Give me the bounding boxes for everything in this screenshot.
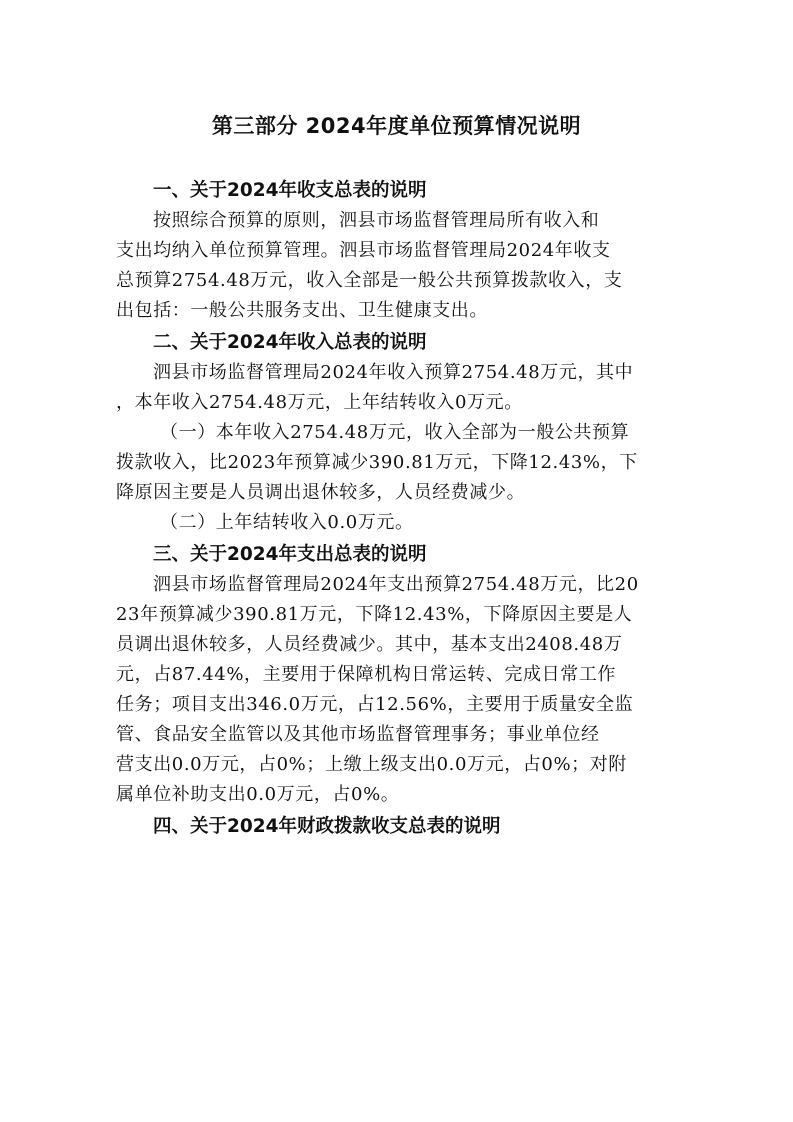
paragraph-line: 元，占87.44%，主要用于保障机构日常运转、完成日常工作	[116, 664, 617, 685]
paragraph-line: 营支出0.0万元，占0%；上缴上级支出0.0万元，占0%；对附	[116, 754, 627, 775]
section-fiscal-appropriation-summary	[116, 812, 684, 842]
paragraph-line: 属单位补助支出0.0万元，占0%。	[116, 784, 400, 805]
paragraph-line: （二）上年结转收入0.0万元。	[160, 512, 414, 533]
paragraph-line: 按照综合预算的原则，泗县市场监督管理局所有收入和	[153, 210, 600, 231]
paragraph-line: 任务；项目支出346.0万元，占12.56%，主要用于质量安全监	[116, 694, 634, 715]
paragraph	[116, 508, 684, 538]
section-heading: 四、关于2024年财政拨款收支总表的说明	[153, 816, 501, 837]
paragraph-line: 泗县市场监督管理局2024年收入预算2754.48万元，其中	[153, 362, 634, 383]
page-title: 第三部分 2024年度单位预算情况说明	[211, 114, 582, 138]
paragraph-line: 泗县市场监督管理局2024年支出预算2754.48万元，比20	[153, 574, 639, 595]
section-income-expenditure-summary	[116, 176, 684, 326]
document-body	[116, 174, 684, 842]
section-expenditure-summary	[116, 540, 684, 810]
paragraph-line: 员调出退休较多，人员经费减少。其中，基本支出2408.48万	[116, 634, 623, 655]
paragraph	[116, 206, 684, 326]
paragraph	[116, 418, 684, 508]
paragraph-line: 23年预算减少390.81万元，下降12.43%，下降原因主要是人	[116, 604, 633, 625]
section-income-summary	[116, 328, 684, 538]
paragraph-line: 总预算2754.48万元，收入全部是一般公共预算拨款收入，支	[116, 270, 623, 291]
paragraph-line: ，本年收入2754.48万元，上年结转收入0万元。	[116, 392, 523, 413]
paragraph	[116, 358, 684, 418]
paragraph-line: 支出均纳入单位预算管理。泗县市场监督管理局2024年收支	[116, 240, 611, 261]
section-heading: 三、关于2024年支出总表的说明	[153, 544, 427, 565]
section-heading: 一、关于2024年收支总表的说明	[153, 180, 427, 201]
paragraph-line: 降原因主要是人员调出退休较多，人员经费减少。	[116, 482, 526, 503]
paragraph-line: 出包括：一般公共服务支出、卫生健康支出。	[116, 300, 488, 321]
paragraph-line: 拨款收入，比2023年预算减少390.81万元，下降12.43%，下	[116, 452, 638, 473]
paragraph-line: 管、食品安全监管以及其他市场监督管理事务；事业单位经	[116, 724, 600, 745]
paragraph-line: （一）本年收入2754.48万元，收入全部为一般公共预算	[160, 422, 630, 443]
paragraph	[116, 570, 684, 810]
section-heading: 二、关于2024年收入总表的说明	[153, 332, 427, 353]
